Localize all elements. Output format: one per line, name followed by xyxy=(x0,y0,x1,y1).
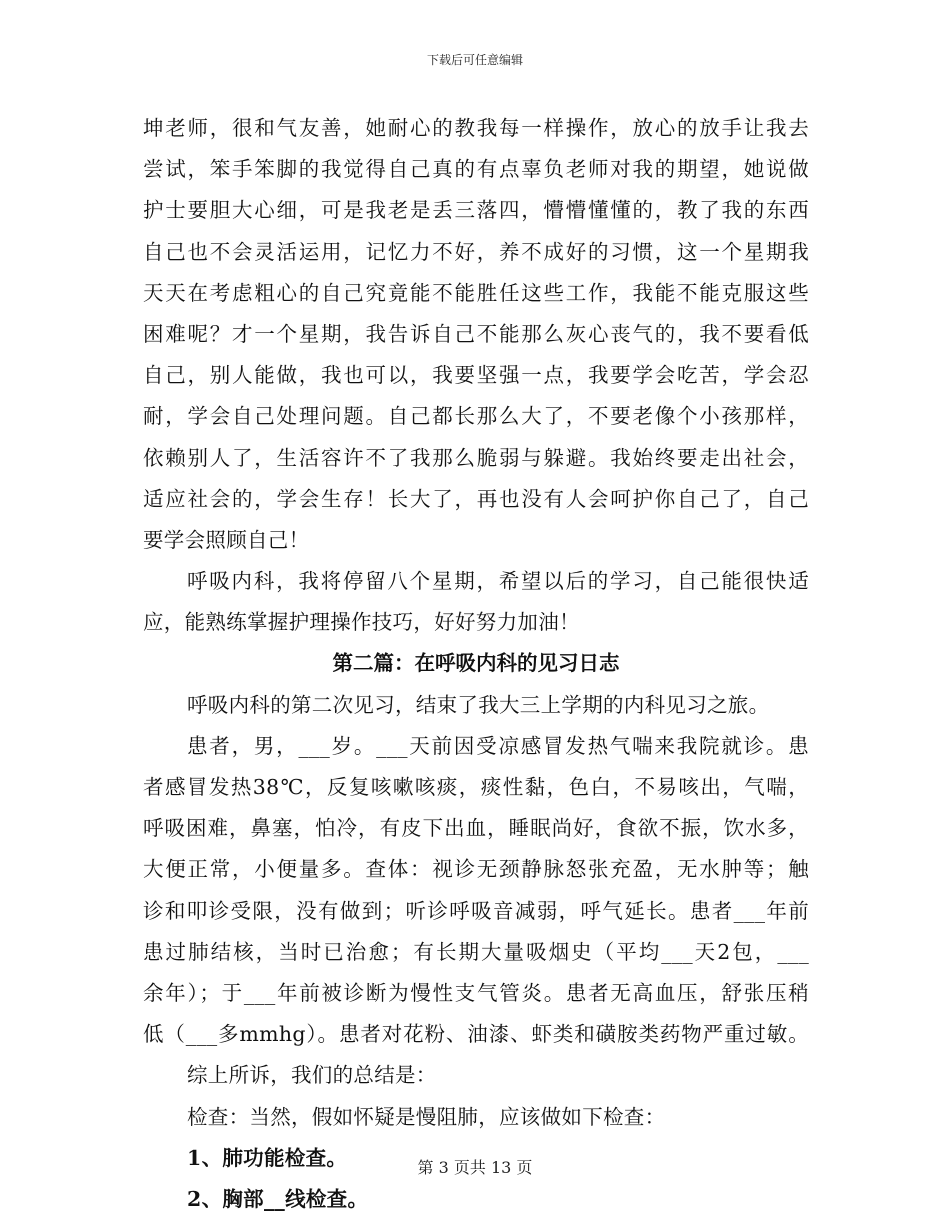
text-line: 困难呢？才一个星期，我告诉自己不能那么灰心丧气的，我不要看低 xyxy=(143,321,809,346)
text-line: 患过肺结核，当时已治愈；有长期大量吸烟史（平均___天2包，___ xyxy=(143,939,809,964)
text-line: 天天在考虑粗心的自己究竟能不能胜任这些工作，我能不能克服这些 xyxy=(143,280,809,305)
paragraph-6: 检查：当然，假如怀疑是慢阻肺，应该做如下检查： xyxy=(187,1104,666,1129)
text-line: 大便正常，小便量多。查体：视诊无颈静脉怒张充盈，无水肿等；触 xyxy=(143,857,809,882)
list-item: 1、肺功能检查。 xyxy=(187,1145,348,1170)
paragraph-5: 综上所诉，我们的总结是： xyxy=(187,1063,437,1088)
text-line: 自己，别人能做，我也可以，我要坚强一点，我要学会吃苦，学会忍 xyxy=(143,363,809,388)
document-body xyxy=(143,108,809,1220)
list-item: 2、胸部__线检查。 xyxy=(187,1186,369,1211)
page-header: 下载后可任意编辑 xyxy=(426,53,523,67)
text-line: 诊和叩诊受限，没有做到；听诊呼吸音减弱，呼气延长。患者___年前 xyxy=(143,898,809,923)
text-line: 呼吸内科，我将停留八个星期，希望以后的学习，自己能很快适 xyxy=(187,569,809,594)
paragraph-1 xyxy=(143,108,809,561)
text-line: 尝试，笨手笨脚的我觉得自己真的有点辜负老师对我的期望，她说做 xyxy=(143,157,809,182)
paragraph-2 xyxy=(143,561,809,643)
text-line: 患者，男，___岁。___天前因受凉感冒发热气喘来我院就诊。患 xyxy=(187,733,809,758)
text-line: 低（___多mmhg）。患者对花粉、油漆、虾类和磺胺类药物严重过敏。 xyxy=(143,1022,809,1047)
section-title: 第二篇：在呼吸内科的见习日志 xyxy=(332,651,620,676)
text-line: 护士要胆大心细，可是我老是丢三落四，懵懵懂懂的，教了我的东西 xyxy=(143,198,809,223)
text-line: 坤老师，很和气友善，她耐心的教我每一样操作，放心的放手让我去 xyxy=(143,116,809,140)
page-footer: 第 3 页共 13 页 xyxy=(417,1158,533,1177)
text-line: 要学会照顾自己！ xyxy=(143,527,310,552)
text-line: 依赖别人了，生活容许不了我那么脆弱与躲避。我始终要走出社会， xyxy=(143,445,809,470)
text-line: 适应社会的，学会生存！长大了，再也没有人会呵护你自己了，自己 xyxy=(143,486,809,511)
paragraph-3 xyxy=(143,685,809,726)
text-line: 余年）；于___年前被诊断为慢性支气管炎。患者无高血压，舒张压稍 xyxy=(143,980,809,1005)
paragraph-4 xyxy=(143,726,809,1056)
text-line: 应，能熟练掌握护理操作技巧，好好努力加油！ xyxy=(143,610,580,635)
text-line: 者感冒发热38℃，反复咳嗽咳痰，痰性黏，色白，不易咳出，气喘， xyxy=(143,775,809,799)
text-line: 呼吸内科的第二次见习，结束了我大三上学期的内科见习之旅。 xyxy=(187,692,770,717)
text-line: 呼吸困难，鼻塞，怕冷，有皮下出血，睡眠尚好，食欲不振，饮水多， xyxy=(143,816,809,841)
text-line: 自己也不会灵活运用，记忆力不好，养不成好的习惯，这一个星期我 xyxy=(143,239,809,264)
text-line: 耐，学会自己处理问题。自己都长那么大了，不要老像个小孩那样， xyxy=(143,404,809,429)
